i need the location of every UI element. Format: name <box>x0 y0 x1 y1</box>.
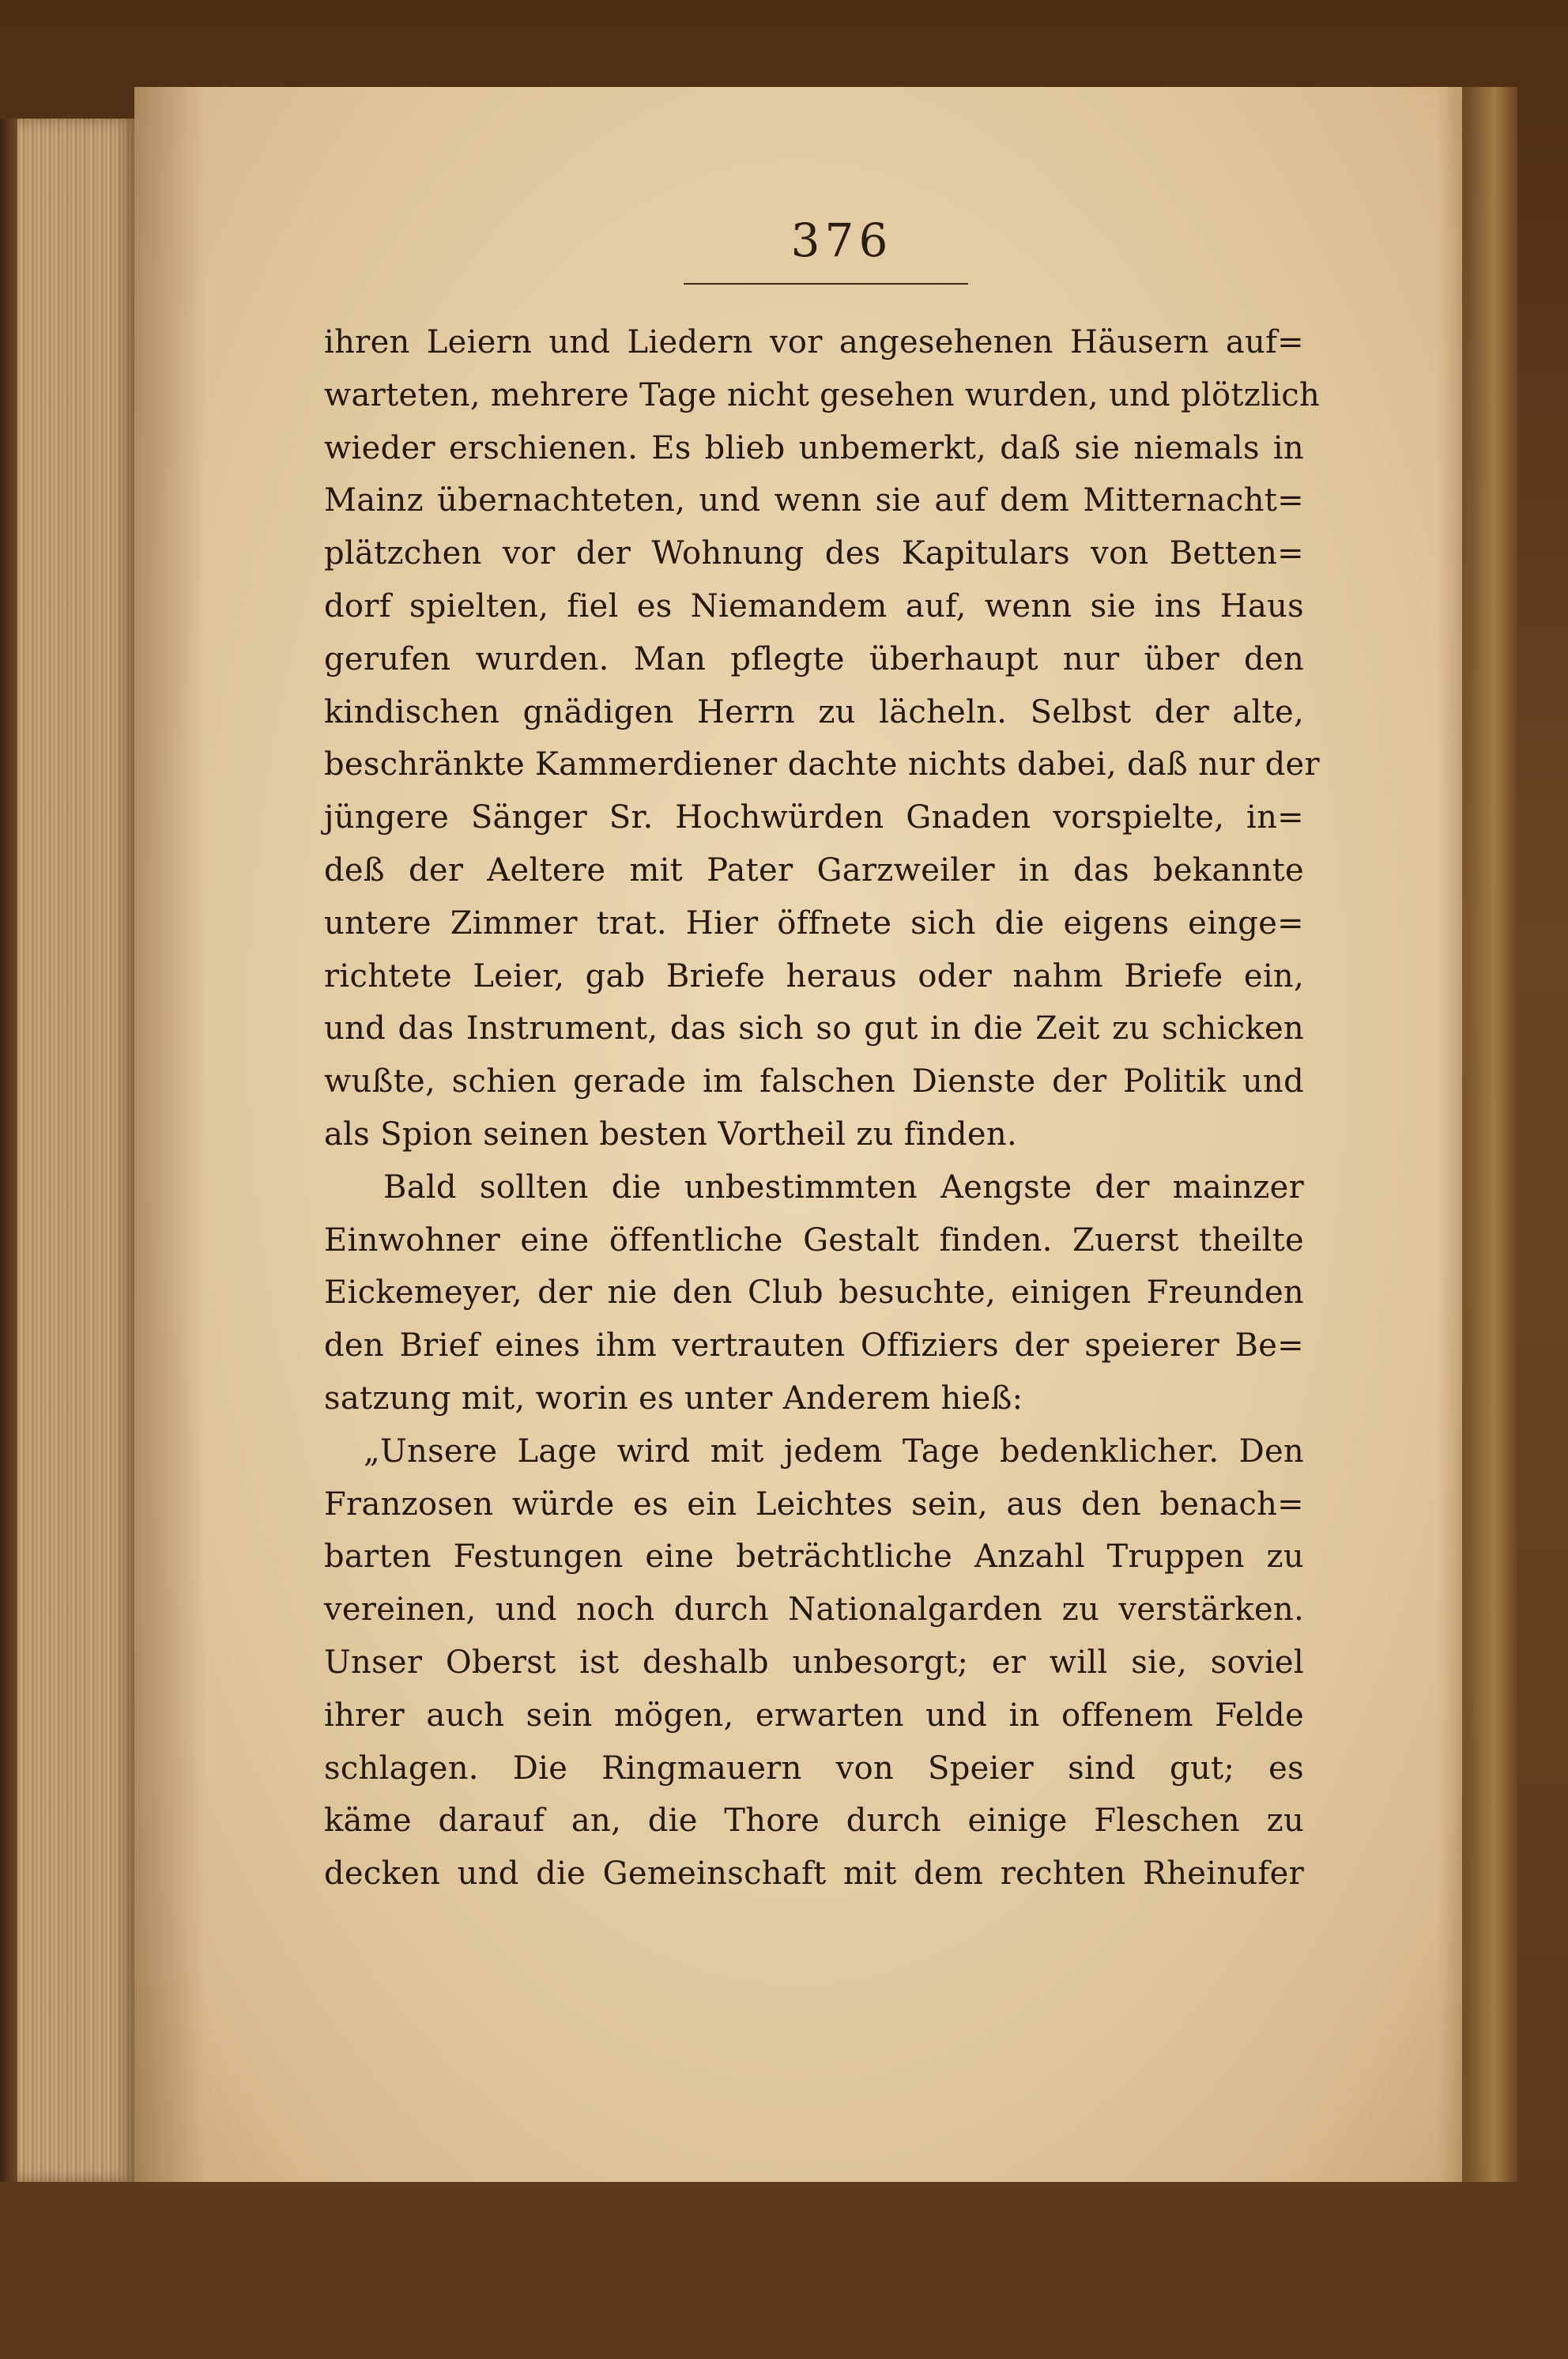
text-line: richtete Leier, gab Briefe heraus oder nahm Briefe ein, <box>324 957 1304 995</box>
page-gutter-shadow <box>134 87 205 2182</box>
text-line: Bald sollten die unbestimmten Aengste der mainzer <box>383 1168 1304 1206</box>
text-line: untere Zimmer trat. Hier öffnete sich die eigens einge= <box>324 904 1304 942</box>
page-header-rule <box>684 283 968 285</box>
text-line: warteten, mehrere Tage nicht gesehen wurden, und plötzlich <box>324 376 1321 413</box>
text-line: käme darauf an, die Thore durch einige Fleschen zu <box>324 1802 1304 1840</box>
text-line: Franzosen würde es ein Leichtes sein, aus den benach= <box>324 1485 1304 1523</box>
body-text <box>324 316 1321 1900</box>
text-line: deß der Aeltere mit Pater Garzweiler in das bekannte <box>324 851 1304 889</box>
page-number: 376 <box>790 213 893 267</box>
text-line: jüngere Sänger Sr. Hochwürden Gnaden vorspielte, in= <box>324 799 1304 836</box>
text-line: kindischen gnädigen Herrn zu lächeln. Selbst der alte, <box>324 693 1304 730</box>
text-line: vereinen, und noch durch Nationalgarden zu verstärken. <box>324 1591 1304 1629</box>
text-line: Unser Oberst ist deshalb unbesorgt; er will sie, soviel <box>324 1644 1304 1681</box>
text-line: plätzchen vor der Wohnung des Kapitulars von Betten= <box>324 535 1304 572</box>
book-cover-edge <box>0 119 17 2182</box>
text-line: decken und die Gemeinschaft mit dem rechten Rheinufer <box>324 1855 1304 1893</box>
text-line: Einwohner eine öffentliche Gestalt finden. Zuerst theilte <box>324 1221 1304 1259</box>
text-line: Eickemeyer, der nie den Club besuchte, einigen Freunden <box>324 1274 1304 1312</box>
text-line: „Unsere Lage wird mit jedem Tage bedenklicher. Den <box>364 1432 1304 1470</box>
text-line: als Spion seinen besten Vortheil zu finden. <box>324 1115 1017 1153</box>
text-line: beschränkte Kammerdiener dachte nichts dabei, daß nur der <box>324 746 1320 783</box>
text-line: ihren Leiern und Liedern vor angesehenen Häusern auf= <box>324 324 1304 360</box>
text-line: Mainz übernachteten, und wenn sie auf dem Mitternacht= <box>324 482 1304 519</box>
text-line: ihrer auch sein mögen, erwarten und in offenem Felde <box>324 1697 1304 1734</box>
text-line: schlagen. Die Ringmauern von Speier sind gut; es <box>324 1749 1304 1787</box>
text-line: dorf spielten, fiel es Niemandem auf, wenn sie ins Haus <box>324 587 1304 625</box>
text-line: wieder erschienen. Es blieb unbemerkt, daß sie niemals in <box>324 429 1304 466</box>
left-page-stack <box>0 119 134 2182</box>
text-line: wußte, schien gerade im falschen Dienste der Politik und <box>324 1063 1304 1100</box>
text-line: den Brief eines ihm vertrauten Offiziers der speierer Be= <box>324 1327 1304 1364</box>
text-line: barten Festungen eine beträchtliche Anzahl Truppen zu <box>324 1538 1304 1576</box>
page-right-edge <box>1438 87 1517 2182</box>
text-line: und das Instrument, das sich so gut in die Zeit zu schicken <box>324 1010 1304 1047</box>
text-line: satzung mit, worin es unter Anderem hieß: <box>324 1380 1023 1417</box>
text-line: gerufen wurden. Man pflegte überhaupt nur über den <box>324 640 1304 678</box>
